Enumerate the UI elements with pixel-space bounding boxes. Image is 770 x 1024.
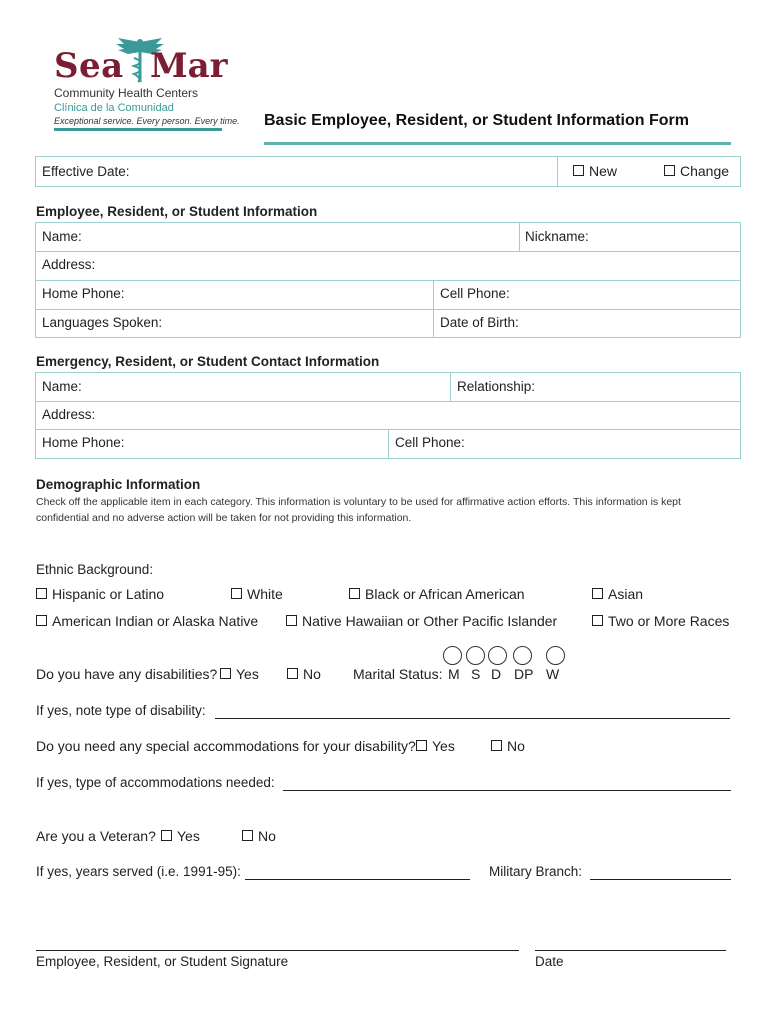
accommodations-question: Do you need any special accommodations for your disability? bbox=[36, 738, 416, 754]
form-title: Basic Employee, Resident, or Student Information Form bbox=[264, 112, 689, 129]
white-label: White bbox=[247, 586, 283, 602]
marital-option-w: W bbox=[546, 666, 560, 682]
contact-cell-phone-field[interactable]: Cell Phone: bbox=[395, 435, 465, 450]
accommodations-type-line[interactable] bbox=[283, 790, 731, 791]
change-checkbox[interactable] bbox=[664, 163, 729, 179]
disabilities-no-checkbox[interactable] bbox=[287, 666, 321, 682]
checkbox-icon bbox=[416, 740, 427, 751]
disabilities-question: Do you have any disabilities? bbox=[36, 666, 218, 682]
checkbox-icon bbox=[287, 668, 298, 679]
yes-label: Yes bbox=[236, 666, 259, 682]
effective-date-field[interactable] bbox=[36, 157, 558, 186]
contact-name-field[interactable]: Name: bbox=[42, 379, 82, 394]
black-label: Black or African American bbox=[365, 586, 525, 602]
marital-dp-circle[interactable] bbox=[513, 646, 532, 665]
date-line[interactable] bbox=[535, 950, 726, 951]
american-indian-checkbox[interactable] bbox=[36, 613, 258, 629]
employee-dob-field[interactable]: Date of Birth: bbox=[440, 315, 519, 330]
marital-w-circle[interactable] bbox=[546, 646, 565, 665]
no-label: No bbox=[258, 828, 276, 844]
hawaiian-checkbox[interactable] bbox=[286, 613, 557, 629]
no-label: No bbox=[507, 738, 525, 754]
checkbox-icon bbox=[161, 830, 172, 841]
signature-label: Employee, Resident, or Student Signature bbox=[36, 954, 289, 969]
checkbox-icon bbox=[242, 830, 253, 841]
new-checkbox[interactable] bbox=[573, 163, 617, 179]
american-indian-label: American Indian or Alaska Native bbox=[52, 613, 259, 629]
checkbox-icon bbox=[592, 615, 603, 626]
section-emergency-heading: Emergency, Resident, or Student Contact Information bbox=[36, 354, 380, 369]
marital-option-s: S bbox=[471, 666, 481, 682]
employee-name-field[interactable]: Name: bbox=[42, 229, 82, 244]
employee-home-phone-field[interactable]: Home Phone: bbox=[42, 286, 125, 301]
years-served-line[interactable] bbox=[245, 879, 470, 880]
demographic-note: Check off the applicable item in each category. This information is voluntary to be used for affirmative action efforts. This information is kept confidential and no adverse action will be taken for not providing this information. bbox=[36, 496, 681, 524]
emergency-contact-table bbox=[35, 372, 741, 459]
contact-home-phone-field[interactable]: Home Phone: bbox=[42, 435, 125, 450]
no-label: No bbox=[303, 666, 321, 682]
ethnic-background-label: Ethnic Background: bbox=[36, 562, 154, 577]
logo-subtitle: Community Health Centers bbox=[54, 86, 199, 100]
new-label: New bbox=[589, 163, 618, 179]
accommodations-no-checkbox[interactable] bbox=[491, 738, 525, 754]
employee-address-field[interactable]: Address: bbox=[42, 257, 96, 272]
white-checkbox[interactable] bbox=[231, 586, 283, 602]
checkbox-icon bbox=[36, 588, 47, 599]
checkbox-icon bbox=[286, 615, 297, 626]
checkbox-icon bbox=[220, 668, 231, 679]
hispanic-label: Hispanic or Latino bbox=[52, 586, 165, 602]
title-rule bbox=[264, 142, 731, 145]
two-more-races-checkbox[interactable] bbox=[592, 613, 729, 629]
date-label: Date bbox=[535, 954, 564, 969]
contact-address-field[interactable]: Address: bbox=[42, 407, 96, 422]
employee-languages-field[interactable]: Languages Spoken: bbox=[42, 315, 163, 330]
marital-s-circle[interactable] bbox=[466, 646, 485, 665]
marital-m-circle[interactable] bbox=[443, 646, 462, 665]
effective-date-label: Effective Date: bbox=[42, 164, 130, 179]
accommodations-yes-checkbox[interactable] bbox=[416, 738, 455, 754]
asian-label: Asian bbox=[608, 586, 644, 602]
logo-spanish-subtitle: Clínica de la Comunidad bbox=[54, 102, 174, 114]
employee-nickname-field[interactable]: Nickname: bbox=[525, 229, 589, 244]
checkbox-icon bbox=[491, 740, 502, 751]
change-label: Change bbox=[680, 163, 730, 179]
section-employee-heading: Employee, Resident, or Student Information bbox=[36, 204, 318, 219]
military-branch-line[interactable] bbox=[590, 879, 731, 880]
years-served-label: If yes, years served (i.e. 1991-95): bbox=[36, 864, 241, 879]
disabilities-yes-checkbox[interactable] bbox=[220, 666, 259, 682]
employee-cell-phone-field[interactable]: Cell Phone: bbox=[440, 286, 510, 301]
checkbox-icon bbox=[231, 588, 242, 599]
checkbox-icon bbox=[349, 588, 360, 599]
logo-word-sea: Sea bbox=[54, 46, 124, 86]
veteran-yes-checkbox[interactable] bbox=[161, 828, 200, 844]
asian-checkbox[interactable] bbox=[592, 586, 643, 602]
signature-line[interactable] bbox=[36, 950, 519, 951]
checkbox-icon bbox=[664, 165, 675, 176]
checkbox-icon bbox=[592, 588, 603, 599]
marital-d-circle[interactable] bbox=[488, 646, 507, 665]
hawaiian-label: Native Hawaiian or Other Pacific Islander bbox=[302, 613, 558, 629]
logo-underline bbox=[54, 128, 222, 131]
logo-word-mar: Mar bbox=[150, 46, 228, 86]
two-more-races-label: Two or More Races bbox=[608, 613, 730, 629]
disability-type-label: If yes, note type of disability: bbox=[36, 703, 206, 718]
military-branch-label: Military Branch: bbox=[489, 864, 583, 879]
logo-tagline: Exceptional service. Every person. Every time. bbox=[54, 116, 240, 126]
checkbox-icon bbox=[573, 165, 584, 176]
disability-type-line[interactable] bbox=[215, 718, 730, 719]
veteran-question: Are you a Veteran? bbox=[36, 828, 156, 844]
veteran-no-checkbox[interactable] bbox=[242, 828, 276, 844]
employee-info-table bbox=[35, 222, 741, 338]
marital-option-dp: DP bbox=[514, 666, 534, 682]
checkbox-icon bbox=[36, 615, 47, 626]
contact-relationship-field[interactable]: Relationship: bbox=[457, 379, 536, 394]
accommodations-type-label: If yes, type of accommodations needed: bbox=[36, 775, 275, 790]
black-checkbox[interactable] bbox=[349, 586, 525, 602]
hispanic-checkbox[interactable] bbox=[36, 586, 164, 602]
yes-label: Yes bbox=[432, 738, 455, 754]
effective-date-row bbox=[35, 156, 741, 187]
marital-option-m: M bbox=[448, 666, 460, 682]
marital-status-label: Marital Status: bbox=[353, 666, 443, 682]
marital-option-d: D bbox=[491, 666, 502, 682]
section-demographic-heading: Demographic Information bbox=[36, 477, 201, 492]
sea-mar-logo bbox=[52, 34, 240, 130]
yes-label: Yes bbox=[177, 828, 200, 844]
